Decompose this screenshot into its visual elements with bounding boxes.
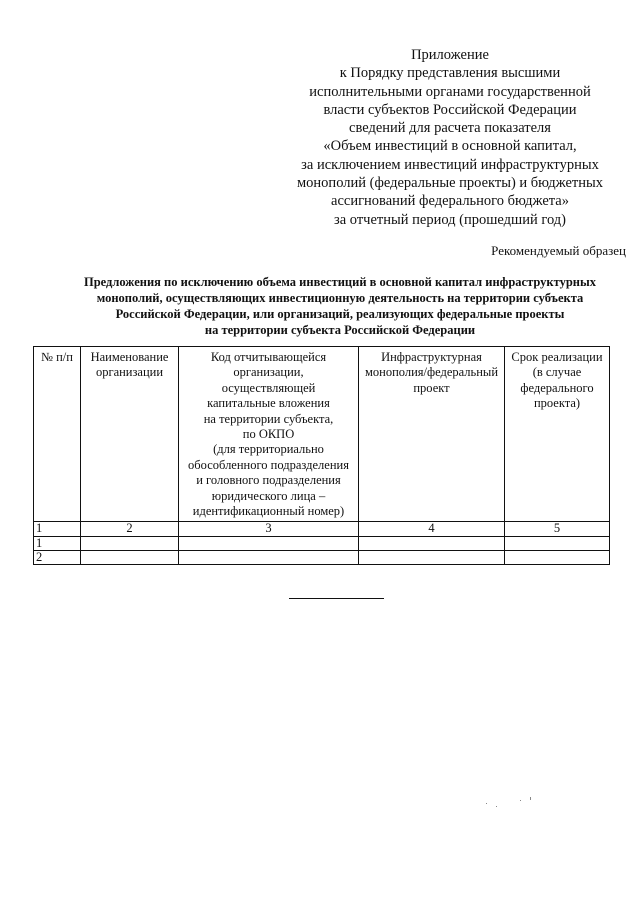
recommended-sample-label: Рекомендуемый образец xyxy=(491,243,626,258)
column-numbering-row xyxy=(34,522,610,537)
title-line: монополий, осуществляющих инвестиционную деятельность на территории субъекта xyxy=(96,291,584,305)
appendix-line: власти субъектов Российской Федерации xyxy=(323,101,577,118)
scan-speck xyxy=(520,800,521,801)
header-number: № п/п xyxy=(34,347,81,522)
table-header-row xyxy=(34,347,610,522)
header-okpo-code: Код отчитывающейся организации, осуществляющей капитальные вложения на территории субъекта, по ОКПО (для территориально обособленного подразделения и головного подразделения юридического лица – идентификационный номер) xyxy=(179,347,359,522)
table-cell xyxy=(359,551,505,565)
column-number: 4 xyxy=(359,522,505,537)
appendix-line: ассигнований федерального бюджета» xyxy=(331,193,569,210)
table-cell xyxy=(179,551,359,565)
column-number: 3 xyxy=(179,522,359,537)
title-line: на территории субъекта Российской Федерации xyxy=(204,323,476,337)
appendix-line: Приложение xyxy=(411,47,489,63)
table-cell xyxy=(359,537,505,551)
scan-speck xyxy=(496,806,497,807)
table-cell xyxy=(505,551,610,565)
table-cell: 2 xyxy=(34,551,81,565)
table-cell xyxy=(505,537,610,551)
table-cell: 1 xyxy=(34,537,81,551)
appendix-block xyxy=(270,46,630,229)
appendix-line: исполнительными органами государственной xyxy=(309,83,591,100)
appendix-line: «Объем инвестиций в основной капитал, xyxy=(323,138,577,155)
table-row xyxy=(34,551,610,565)
appendix-line: монополий (федеральные проекты) и бюджетных xyxy=(297,175,603,192)
title-line: Предложения по исключению объема инвестиций в основной капитал инфраструктурных xyxy=(83,275,597,289)
scan-speck xyxy=(486,803,487,804)
appendix-line: к Порядку представления высшими xyxy=(339,65,561,82)
document-title xyxy=(60,274,620,338)
scan-speck xyxy=(530,797,531,800)
column-number: 5 xyxy=(505,522,610,537)
table-cell xyxy=(81,551,179,565)
header-monopoly-project: Инфраструктурная монополия/федеральный проект xyxy=(359,347,505,522)
column-number: 2 xyxy=(81,522,179,537)
header-organization-name: Наименование организации xyxy=(81,347,179,522)
column-number: 1 xyxy=(34,522,81,537)
appendix-line: за отчетный период (прошедший год) xyxy=(334,211,566,228)
appendix-line: за исключением инвестиций инфраструктурных xyxy=(301,156,599,173)
title-line: Российской Федерации, или организаций, реализующих федеральные проекты xyxy=(115,307,565,321)
table-cell xyxy=(179,537,359,551)
signature-line xyxy=(289,598,384,599)
proposals-table xyxy=(33,346,610,565)
appendix-line: сведений для расчета показателя xyxy=(349,120,551,137)
table-row xyxy=(34,537,610,551)
table-cell xyxy=(81,537,179,551)
header-implementation-period: Срок реализации (в случае федерального проекта) xyxy=(505,347,610,522)
